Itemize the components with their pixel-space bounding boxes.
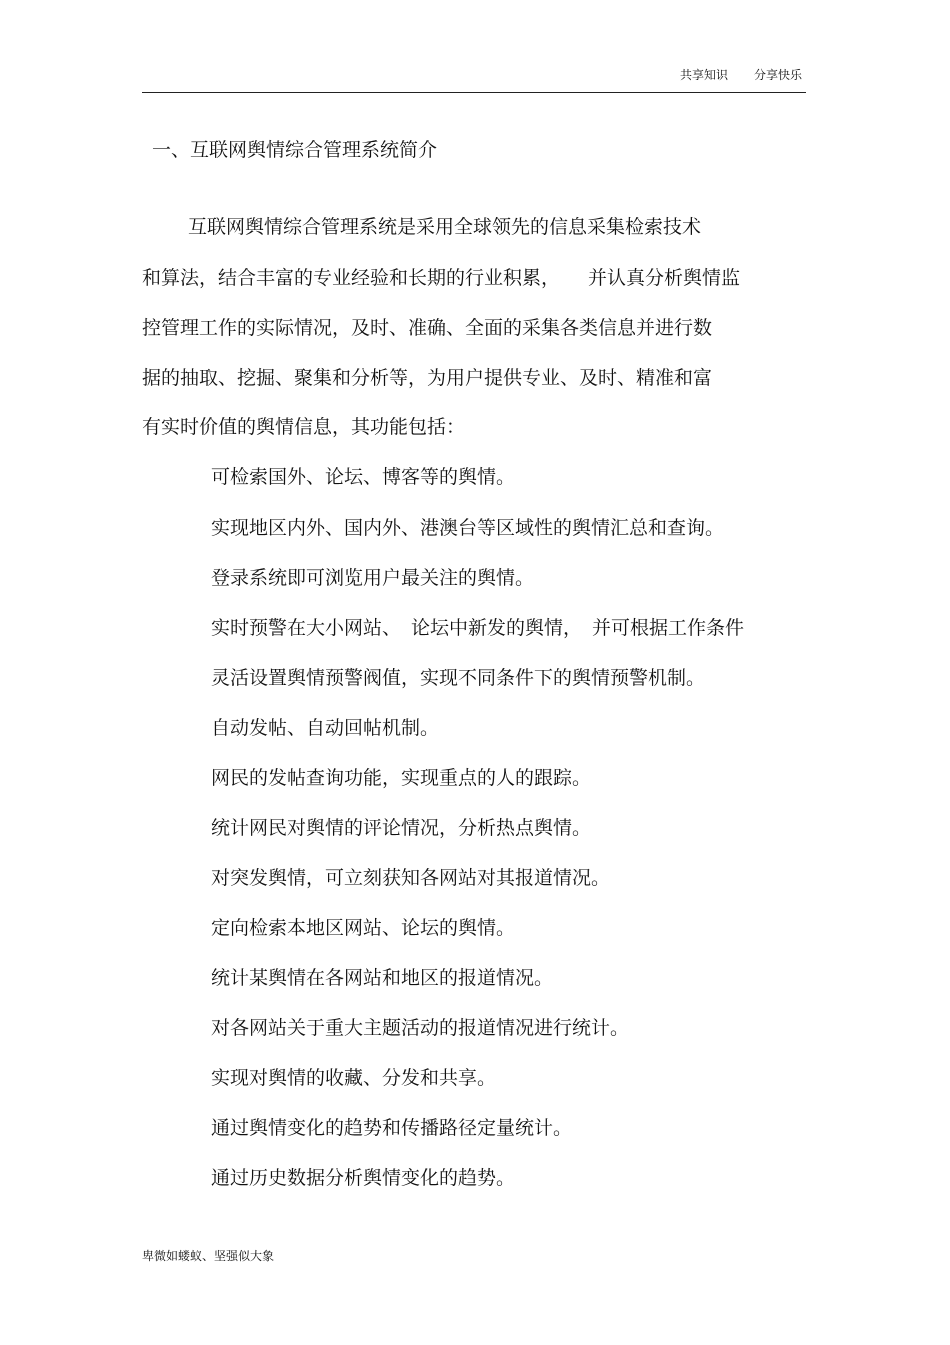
feature-item: 实现对舆情的收藏、分发和共享。: [211, 1067, 497, 1089]
feature-item: 通过历史数据分析舆情变化的趋势。: [211, 1167, 516, 1189]
feature-item: 定向检索本地区网站、论坛的舆情。: [211, 917, 516, 939]
feature-item: 登录系统即可浏览用户最关注的舆情。: [211, 567, 535, 589]
page-footer: 卑微如蝼蚁、坚强似大象: [142, 1249, 275, 1263]
feature-item-part: 实时预警在大小网站、: [211, 617, 402, 639]
feature-item: 对突发舆情，可立刻获知各网站对其报道情况。: [211, 867, 611, 889]
intro-line-1: 互联网舆情综合管理系统是采用全球领先的信息采集检索技术: [188, 216, 702, 238]
feature-item: 自动发帖、自动回帖机制。: [211, 717, 440, 739]
feature-item: 通过舆情变化的趋势和传播路径定量统计。: [211, 1117, 573, 1139]
feature-item: 可检索国外、论坛、博客等的舆情。: [211, 466, 516, 488]
feature-item: 网民的发帖查询功能，实现重点的人的跟踪。: [211, 767, 592, 789]
intro-line-5: 有实时价值的舆情信息，其功能包括：: [142, 416, 466, 438]
header-text: [680, 66, 802, 84]
feature-item: 统计某舆情在各网站和地区的报道情况。: [211, 967, 554, 989]
feature-item-part: 论坛中新发的舆情，: [411, 617, 583, 639]
header-left-text: 共享知识: [679, 68, 728, 82]
header-right-text: 分享快乐: [753, 68, 802, 82]
intro-line-3: 控管理工作的实际情况，及时、准确、全面的采集各类信息并进行数: [142, 317, 713, 339]
intro-line-4: 据的抽取、挖掘、聚集和分析等，为用户提供专业、及时、精准和富: [142, 367, 713, 389]
section-title: 一、互联网舆情综合管理系统简介: [152, 139, 438, 161]
intro-line-2-a: 和算法，结合丰富的专业经验和长期的行业积累，: [142, 267, 561, 289]
intro-line-2: [142, 264, 740, 292]
feature-item-continuation: 灵活设置舆情预警阀值，实现不同条件下的舆情预警机制。: [211, 667, 706, 689]
feature-item: 实现地区内外、国内外、港澳台等区域性的舆情汇总和查询。: [211, 517, 725, 539]
feature-item: 统计网民对舆情的评论情况，分析热点舆情。: [211, 817, 592, 839]
feature-item: [211, 614, 744, 642]
feature-item-part: 并可根据工作条件: [592, 617, 745, 639]
intro-line-2-b: 并认真分析舆情监: [588, 267, 741, 289]
page-header: [142, 66, 806, 93]
feature-item: 对各网站关于重大主题活动的报道情况进行统计。: [211, 1017, 630, 1039]
